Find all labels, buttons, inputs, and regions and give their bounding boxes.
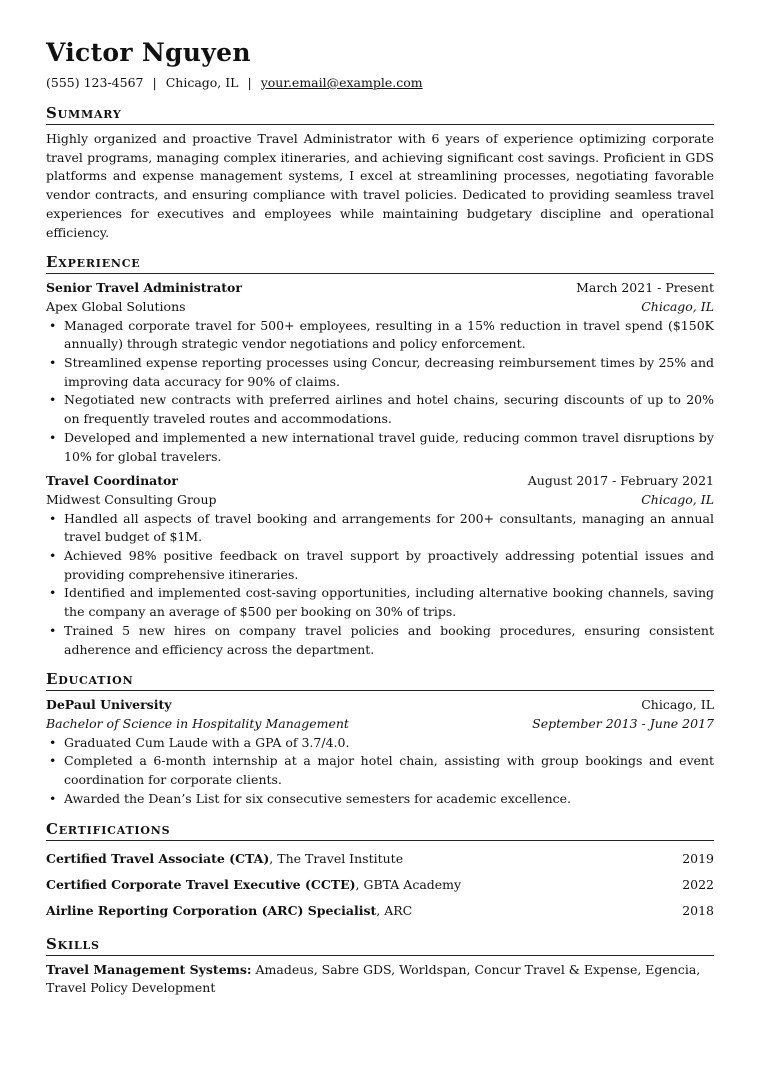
- bullet-item: • Awarded the Dean’s List for six consecutive semesters for academic excellence.: [46, 790, 714, 809]
- education-section: [46, 670, 714, 808]
- skills-text: Amadeus, Sabre GDS, Worldspan, Concur Travel & Expense, Egencia, Travel Policy Development: [46, 961, 701, 996]
- bullet-item: • Achieved 98% positive feedback on travel support by proactively addressing potential issues and providing comprehensive itineraries.: [46, 547, 714, 584]
- job-subheader: [46, 491, 714, 510]
- section-title-certifications: Certifications: [46, 820, 714, 841]
- job-subheader: [46, 298, 714, 317]
- section-title-skills: Skills: [46, 935, 714, 956]
- job-location: Chicago, IL: [641, 491, 714, 507]
- location: Chicago, IL: [165, 75, 239, 90]
- job-entry: [46, 279, 714, 466]
- certification-item: [46, 898, 714, 924]
- summary-text: Highly organized and proactive Travel Administrator with 6 years of experience optimizing corporate travel programs, managing complex itineraries, and achieving significant cost savings. Proficient in GDS platforms and expense management systems, I excel at streamlining processes, negotiating favorable vendor contracts, and ensuring compliance with travel policies. Dedicated to providing seamless travel experiences for executives and employees while maintaining budgetary discipline and operational efficiency.: [46, 131, 714, 240]
- certification-issuer: , GBTA Academy: [355, 876, 462, 892]
- certification-name: Certified Corporate Travel Executive (CCTE): [46, 876, 356, 892]
- bullet-item: • Handled all aspects of travel booking and arrangements for 200+ consultants, managing an annual travel budget of $1M.: [46, 510, 714, 547]
- bullet-item: • Developed and implemented a new international travel guide, reducing common travel disruptions by 10% for global travelers.: [46, 429, 714, 466]
- skills-section: [46, 935, 714, 998]
- job-entry: [46, 472, 714, 659]
- email-link[interactable]: your.email@example.com: [260, 75, 423, 90]
- job-bullets: [46, 317, 714, 467]
- job-location: Chicago, IL: [641, 298, 714, 314]
- education-header: [46, 696, 714, 715]
- certification-year: 2018: [682, 902, 714, 918]
- bullet-item: • Negotiated new contracts with preferred airlines and hotel chains, securing discounts of up to 20% on frequently traveled routes and accommodations.: [46, 391, 714, 428]
- job-company: Apex Global Solutions: [46, 298, 186, 314]
- job-company: Midwest Consulting Group: [46, 491, 217, 507]
- job-bullets: [46, 510, 714, 660]
- certification-name: Airline Reporting Corporation (ARC) Specialist: [46, 902, 377, 918]
- degree: Bachelor of Science in Hospitality Management: [46, 715, 349, 731]
- job-role: Senior Travel Administrator: [46, 280, 242, 296]
- school-name: DePaul University: [46, 697, 172, 713]
- education-subheader: [46, 715, 714, 734]
- contact-separator: |: [247, 75, 252, 90]
- section-title-summary: Summary: [46, 104, 714, 125]
- candidate-name: Victor Nguyen: [46, 38, 251, 67]
- job-role: Travel Coordinator: [46, 473, 178, 489]
- bullet-item: • Completed a 6-month internship at a major hotel chain, assisting with group bookings and event coordination for corporate clients.: [46, 752, 714, 789]
- job-header: [46, 279, 714, 298]
- education-dates: September 2013 - June 2017: [532, 715, 714, 731]
- certification-name: Certified Travel Associate (CTA): [46, 850, 270, 866]
- section-title-education: Education: [46, 670, 714, 691]
- certification-year: 2022: [682, 876, 714, 892]
- certification-issuer: , ARC: [376, 902, 413, 918]
- experience-section: [46, 253, 714, 659]
- summary-section: [46, 104, 714, 242]
- section-title-experience: Experience: [46, 253, 714, 274]
- certification-year: 2019: [682, 850, 714, 866]
- skills-line: [46, 961, 714, 998]
- certification-item: [46, 846, 714, 872]
- contact-line: [46, 74, 714, 92]
- bullet-item: • Trained 5 new hires on company travel policies and booking procedures, ensuring consistent adherence and efficiency across the department.: [46, 622, 714, 659]
- bullet-item: • Streamlined expense reporting processes using Concur, decreasing reimbursement times by 25% and improving data accuracy for 90% of claims.: [46, 354, 714, 391]
- bullet-item: • Graduated Cum Laude with a GPA of 3.7/4.0.: [46, 734, 714, 753]
- contact-separator: |: [152, 75, 157, 90]
- education-bullets: [46, 734, 714, 809]
- bullet-item: • Managed corporate travel for 500+ employees, resulting in a 15% reduction in travel spend ($150K annually) through strategic vendor negotiations and policy enforcement.: [46, 317, 714, 354]
- skills-label: Travel Management Systems:: [46, 961, 252, 977]
- job-header: [46, 472, 714, 491]
- job-dates: August 2017 - February 2021: [527, 473, 714, 489]
- certifications-section: [46, 820, 714, 924]
- certification-issuer: , The Travel Institute: [269, 850, 404, 866]
- bullet-item: • Identified and implemented cost-saving opportunities, including alternative booking channels, saving the company an average of $500 per booking on 30% of trips.: [46, 584, 714, 621]
- school-location: Chicago, IL: [641, 697, 714, 713]
- phone-number: (555) 123-4567: [46, 75, 144, 90]
- certification-item: [46, 872, 714, 898]
- job-dates: March 2021 - Present: [576, 280, 714, 296]
